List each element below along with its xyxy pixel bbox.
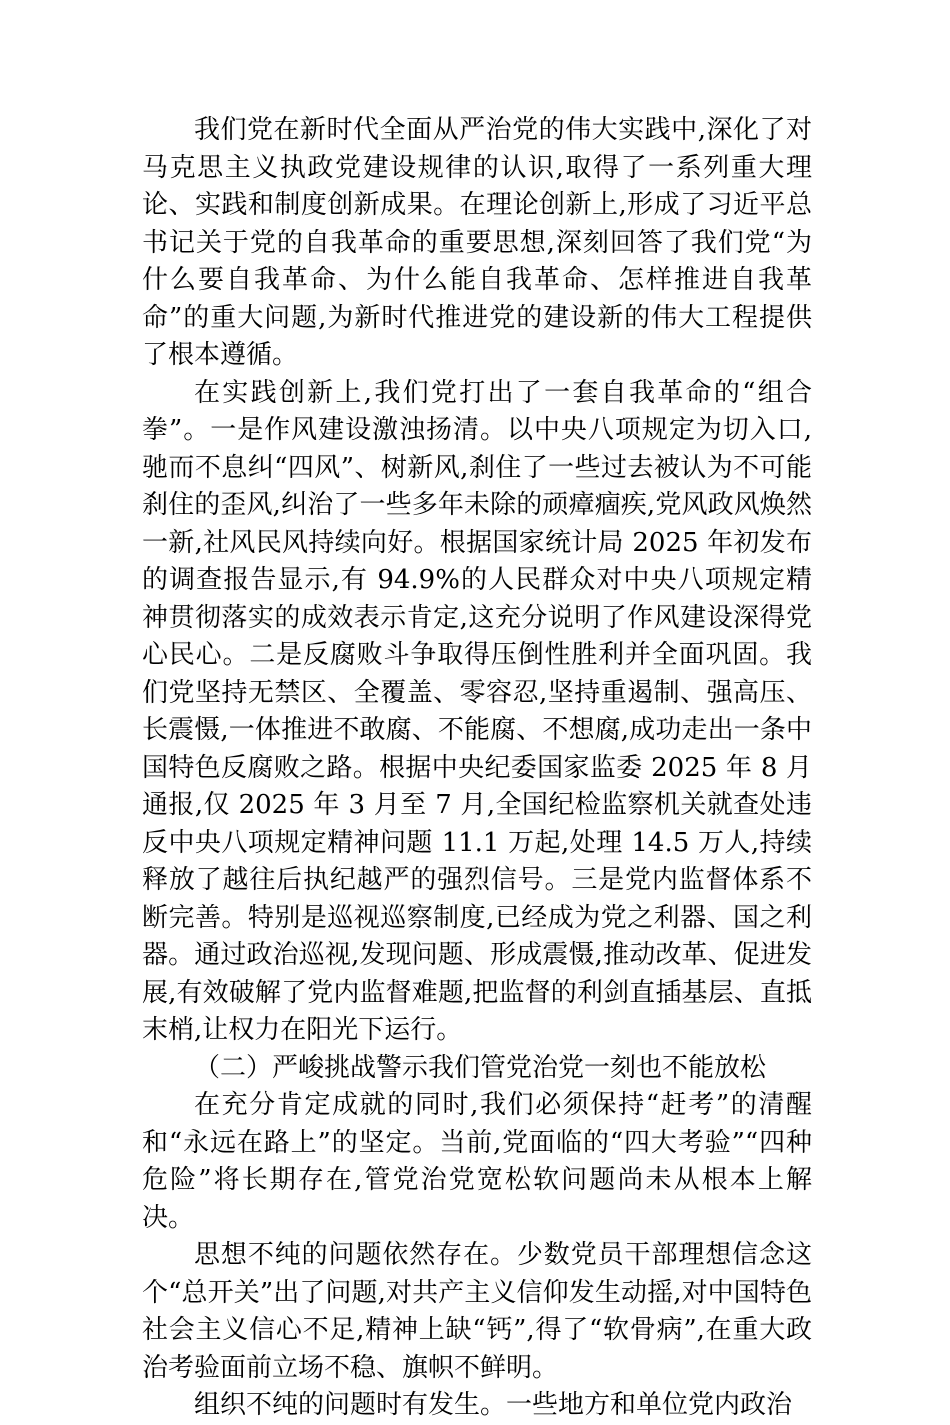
document-body xyxy=(142,112,812,1425)
paragraph-ideological-impurity: 思想不纯的问题依然存在。少数党员干部理想信念这个“总开关”出了问题,对共产主义信仰发生动摇,对中国特色社会主义信心不足,精神上缺“钙”,得了“软骨病”,在重大政治考验面前立场不稳、旗帜不鲜明。 xyxy=(142,1240,812,1383)
section-heading: （二）严峻挑战警示我们管党治党一刻也不能放松 xyxy=(194,1052,767,1083)
paragraph-organizational-impurity: 组织不纯的问题时有发生。一些地方和单位党内政治 xyxy=(194,1390,793,1420)
paragraph-practice-innovation: 在实践创新上,我们党打出了一套自我革命的“组合拳”。一是作风建设激浊扬清。以中央八项规定为切入口,驰而不息纠“四风”、树新风,刹住了一些过去被认为不可能刹住的歪风,纠治了一些多年未除的顽瘴痼疾,党风政风焕然一新,社风民风持续向好。根据国家统计局 2025 年初发布的调查报告显示,有 94.9%的人民群众对中央八项规定精神贯彻落实的成效表示肯定,这充分说明了作风建设深得党心民心。二是反腐败斗争取得压倒性胜利并全面巩固。我们党坚持无禁区、全覆盖、零容忍,坚持重遏制、强高压、长震慑,一体推进不敢腐、不能腐、不想腐,成功走出一条中国特色反腐败之路。根据中央纪委国家监委 2025 年 8 月通报,仅 2025 年 3 月至 7 月,全国纪检监察机关就查处违反中央八项规定精神问题 11.1 万起,处理 14.5 万人,持续释放了越往后执纪越严的强烈信号。三是党内监督体系不断完善。特别是巡视巡察制度,已经成为党之利器、国之利器。通过政治巡视,发现问题、形成震慑,推动改革、促进发展,有效破解了党内监督难题,把监督的利剑直插基层、直抵末梢,让权力在阳光下运行。 xyxy=(142,377,812,1045)
paragraph-theory-innovation: 我们党在新时代全面从严治党的伟大实践中,深化了对马克思主义执政党建设规律的认识,取得了一系列重大理论、实践和制度创新成果。在理论创新上,形成了习近平总书记关于党的自我革命的重要思想,深刻回答了我们党“为什么要自我革命、为什么能自我革命、怎样推进自我革命”的重大问题,为新时代推进党的建设新的伟大工程提供了根本遵循。 xyxy=(142,115,812,370)
paragraph-challenges-intro: 在充分肯定成就的同时,我们必须保持“赶考”的清醒和“永远在路上”的坚定。当前,党面临的“四大考验”“四种危险”将长期存在,管党治党宽松软问题尚未从根本上解决。 xyxy=(142,1090,812,1233)
